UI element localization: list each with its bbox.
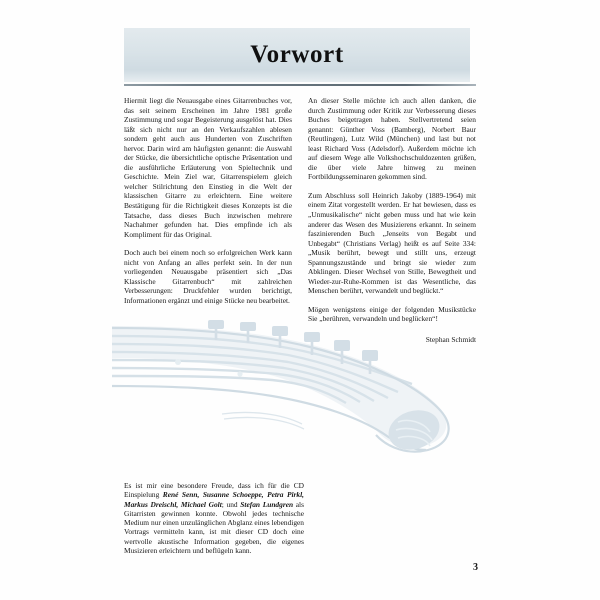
cd-guitarist-names: René Senn, Susanne Schoeppe, Petra Pirkl, Markus Dreischl, Michael Golt (124, 490, 305, 509)
cd-note-lead: Es ist mir eine besondere Freude, dass ich für die CD Einspielung (124, 481, 304, 500)
body-columns (124, 96, 476, 345)
right-paragraph-3: Mögen wenigstens einige der folgenden Musikstücke Sie „berühren, verwandeln und beglücken“! (308, 304, 476, 324)
cd-note-block (124, 481, 304, 555)
title-underline-rule (124, 84, 476, 86)
page-number: 3 (473, 562, 478, 573)
cd-note-trail: als Gitarristen gewinnen konnte. Obwohl jedes technische Medium nur einen unzulänglichen Abglanz eines lebendigen Vortrags vermitteln kann, ist mit dieser CD doch eine wertvolle akustische Information gegeben, die eigenes Musizieren erleichtern und beflügeln kann. (124, 499, 304, 556)
right-paragraph-2: Zum Abschluss soll Heinrich Jakoby (1889-1964) mit einem Zitat vorgestellt werden. Er hat bewiesen, dass es „Unmusikalische“ nicht geben muss und hat wie kein anderer das Wesen des Musizierens erkannt. In seinem faszinierenden Buch „Jenseits von Begabt und Unbegabt“ (Christians Verlag) heißt es auf Seite 334: „Musik berührt, bewegt und stillt uns, erzeugt Spannungszustände und bringt sie wieder zum Abklingen. Dieser Wechsel von Stille, Bewegtheit und Wieder-zur-Ruhe-Kommen ist das Wesentliche, das Menschen berührt, verwandelt und beglückt.“ (308, 190, 476, 296)
cd-note-names-tail: ; und (221, 499, 241, 509)
cd-note-text (124, 481, 304, 555)
right-column (308, 96, 476, 345)
cd-guitarist-names-2: Stefan Lundgren (240, 499, 294, 509)
left-column (124, 96, 292, 345)
left-paragraph-2: Doch auch bei einem noch so erfolgreichen Werk kann nicht von Anfang an alles perfekt sein. In der nun vorliegenden Neuausgabe präsentiert sich „Das Klassische Gitarrenbuch“ mit zahlreichen Verbesserungen: Druckfehler wurden berichtigt, Informationen ergänzt und einige Stücke neu bearbeitet. (124, 248, 292, 305)
title-banner (124, 28, 470, 82)
title-banner-inner (124, 41, 470, 69)
left-paragraph-1: Hiermit liegt die Neuausgabe eines Gitarrenbuches vor, das seit seinem Erscheinen im Jahre 1981 große Zustimmung und sogar Begeisterung ausgelöst hat. Dies läßt sich nicht nur an den Verkaufszahlen ablesen sondern geht auch aus Hunderten von Zuschriften hervor. Darin wird am häufigsten genannt: die Auswahl der Stücke, die übersichtliche optische Präsentation und die ausführliche Erläuterung von Spieltechnik und Geschichte. Mein Ziel war, Gitarrenspielern gleich welcher Stilrichtung den Einstieg in die Welt der klassischen Gitarre zu erleichtern. Eine weitere Bestätigung für die Richtigkeit dieses Konzepts ist die Tatsache, dass dieses Buch inzwischen mehrere Nachahmer gefunden hat. Dies empfinde ich als Kompliment für das Original. (124, 96, 292, 239)
right-paragraph-1: An dieser Stelle möchte ich auch allen danken, die durch Zustimmung oder Kritik zur Verbesserung dieses Buches beigetragen haben. Stellvertretend seien genannt: Günther Voss (Bamberg), Norbert Baur (Reutlingen), Lutz Wild (München) und last but not least Richard Voss (Adelsdorf). Außerdem möchte ich auf diesem Wege alle Volkshochschuldozenten grüßen, die über viele Jahre hinweg zu meinen Fortbildungsseminaren gekommen sind. (308, 96, 476, 182)
page-title: Vorwort (250, 41, 344, 68)
author-signature: Stephan Schmidt (425, 335, 476, 345)
